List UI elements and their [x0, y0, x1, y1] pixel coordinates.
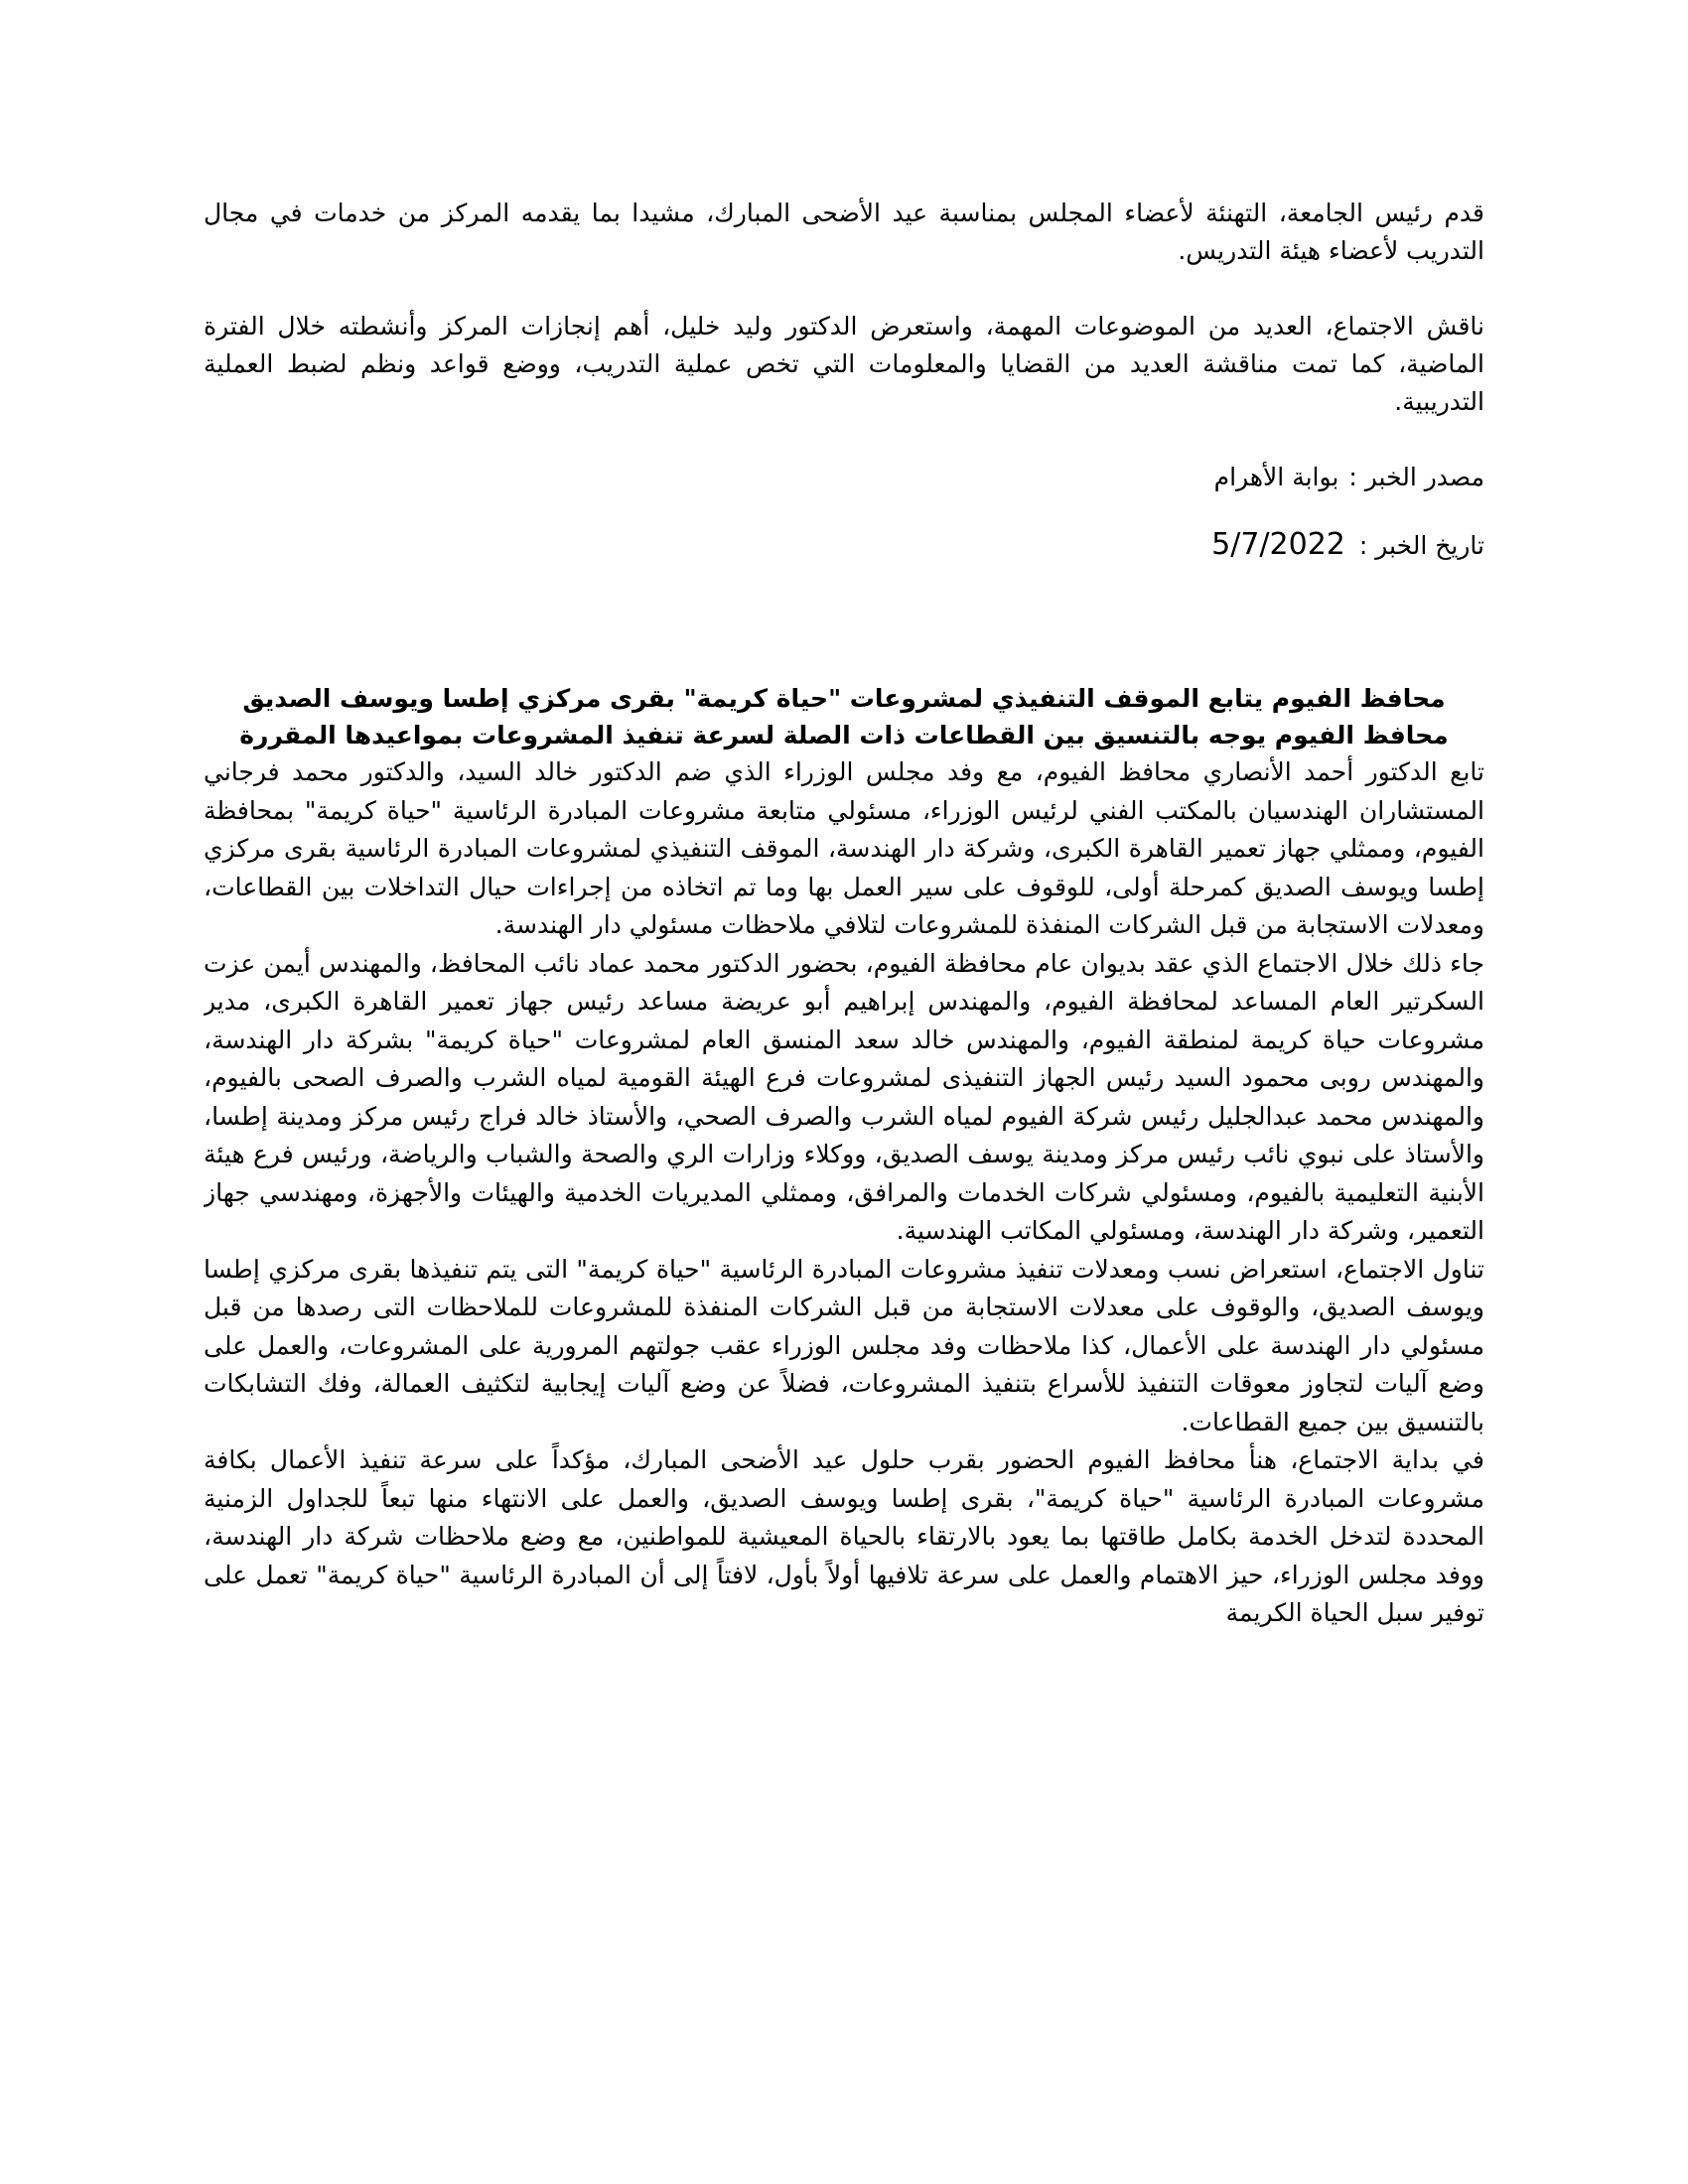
- news-source-value: بوابة الأهرام: [1213, 463, 1339, 491]
- article-headline-sub: محافظ الفيوم يوجه بالتنسيق بين القطاعات ذات الصلة لسرعة تنفيذ المشروعات بمواعيدها المقررة: [239, 721, 1449, 750]
- article-paragraph-attendees: جاء ذلك خلال الاجتماع الذي عقد بديوان عام محافظة الفيوم، بحضور الدكتور محمد عماد نائب المحافظ، والمهندس أيمن عزت السكرتير العام المساعد لمحافظة الفيوم، والمهندس إبراهيم أبو عريضة مساعد رئيس جهاز تعمير القاهرة الكبرى، مدير مشروعات حياة كريمة لمنطقة الفيوم، والمهندس خالد سعد المنسق العام لمشروعات "حياة كريمة" بشركة دار الهندسة، والمهندس روبى محمود السيد رئيس الجهاز التنفيذى لمشروعات فرع الهيئة القومية لمياه الشرب والصرف الصحى بالفيوم، والمهندس محمد عبدالجليل رئيس شركة الفيوم لمياه الشرب والصرف الصحي، والأستاذ خالد فراج رئيس مركز ومدينة إطسا، والأستاذ على نبوي نائب رئيس مركز ومدينة يوسف الصديق، ووكلاء وزارات الري والصحة والشباب والرياضة، ورئيس فرع هيئة الأبنية التعليمية بالفيوم، ومسئولي شركات الخدمات والمرافق، وممثلي المديريات الخدمية والهيئات والأجهزة، ومهندسي جهاز التعمير، وشركة دار الهندسة، ومسئولي المكاتب الهندسية.: [204, 948, 1484, 1245]
- news-source-label: مصدر الخبر :: [1348, 463, 1484, 491]
- news-date-label: تاريخ الخبر :: [1358, 531, 1484, 560]
- news-date-value: 5/7/2022: [1211, 527, 1345, 562]
- article-headline-main: محافظ الفيوم يتابع الموقف التنفيذي لمشروعات "حياة كريمة" بقرى مركزي إطسا ويوسف الصديق: [242, 684, 1446, 713]
- section-spacer: [204, 595, 1484, 680]
- document-page: [204, 195, 1484, 2140]
- news-source-line: [204, 459, 1484, 496]
- news-date-line: [204, 526, 1484, 565]
- intro-paragraph-discussion: ناقش الاجتماع، العديد من الموضوعات المهمة، واستعرض الدكتور وليد خليل، أهم إنجازات المركز وأنشطته خلال الفترة الماضية، كما تمت مناقشة العديد من القضايا والمعلومات التي تخص عملية التدريب، ووضع قواعد ونظم لضبط العملية التدريبية.: [204, 312, 1484, 416]
- article-paragraph-review: تناول الاجتماع، استعراض نسب ومعدلات تنفيذ مشروعات المبادرة الرئاسية "حياة كريمة" التى يتم تنفيذها بقرى مركزي إطسا ويوسف الصديق، والوقوف على معدلات الاستجابة من قبل الشركات المنفذة للمشروعات للملاحظات التى رصدها من قبل مسئولي دار الهندسة على الأعمال، كذا ملاحظات وفد مجلس الوزراء عقب جولتهم المرورية على المشروعات، والعمل على وضع آليات لتجاوز معوقات التنفيذ للأسراع بتنفيذ المشروعات، فضلاً عن وضع آليات إيجابية لتكثيف العمالة، وفك التشابكات بالتنسيق بين جميع القطاعات.: [204, 1254, 1484, 1436]
- article-paragraph-opening: في بداية الاجتماع، هنأ محافظ الفيوم الحضور بقرب حلول عيد الأضحى المبارك، مؤكداً على سرعة تنفيذ الأعمال بكافة مشروعات المبادرة الرئاسية "حياة كريمة"، بقرى إطسا ويوسف الصديق، والعمل على الانتهاء منها تبعاً للجداول الزمنية المحددة لتدخل الخدمة بكامل طاقتها بما يعود بالارتقاء بالحياة المعيشية للمواطنين، مع وضع ملاحظات شركة دار الهندسة، ووفد مجلس الوزراء، حيز الاهتمام والعمل على سرعة تلافيها أولاً بأول، لافتاً إلى أن المبادرة الرئاسية "حياة كريمة" تعمل على توفير سبل الحياة الكريمة: [204, 1445, 1484, 1627]
- intro-paragraph-congratulations: قدم رئيس الجامعة، التهنئة لأعضاء المجلس بمناسبة عيد الأضحى المبارك، مشيدا بما يقدمه المركز من خدمات في مجال التدريب لأعضاء هيئة التدريس.: [204, 199, 1484, 265]
- article-paragraph-followup: تابع الدكتور أحمد الأنصاري محافظ الفيوم، مع وفد مجلس الوزراء الذي ضم الدكتور خالد السيد، والدكتور محمد فرجاني المستشاران الهندسيان بالمكتب الفني لرئيس الوزراء، مسئولي متابعة مشروعات المبادرة الرئاسية "حياة كريمة" بمحافظة الفيوم، وممثلي جهاز تعمير القاهرة الكبرى، وشركة دار الهندسة، الموقف التنفيذي لمشروعات المبادرة الرئاسية بقرى مركزي إطسا ويوسف الصديق كمرحلة أولى، للوقوف على سير العمل بها وما تم اتخاذه من إجراءات حيال التداخلات بين القطاعات، ومعدلات الاستجابة من قبل الشركات المنفذة للمشروعات لتلافي ملاحظات مسئولي دار الهندسة.: [204, 757, 1484, 939]
